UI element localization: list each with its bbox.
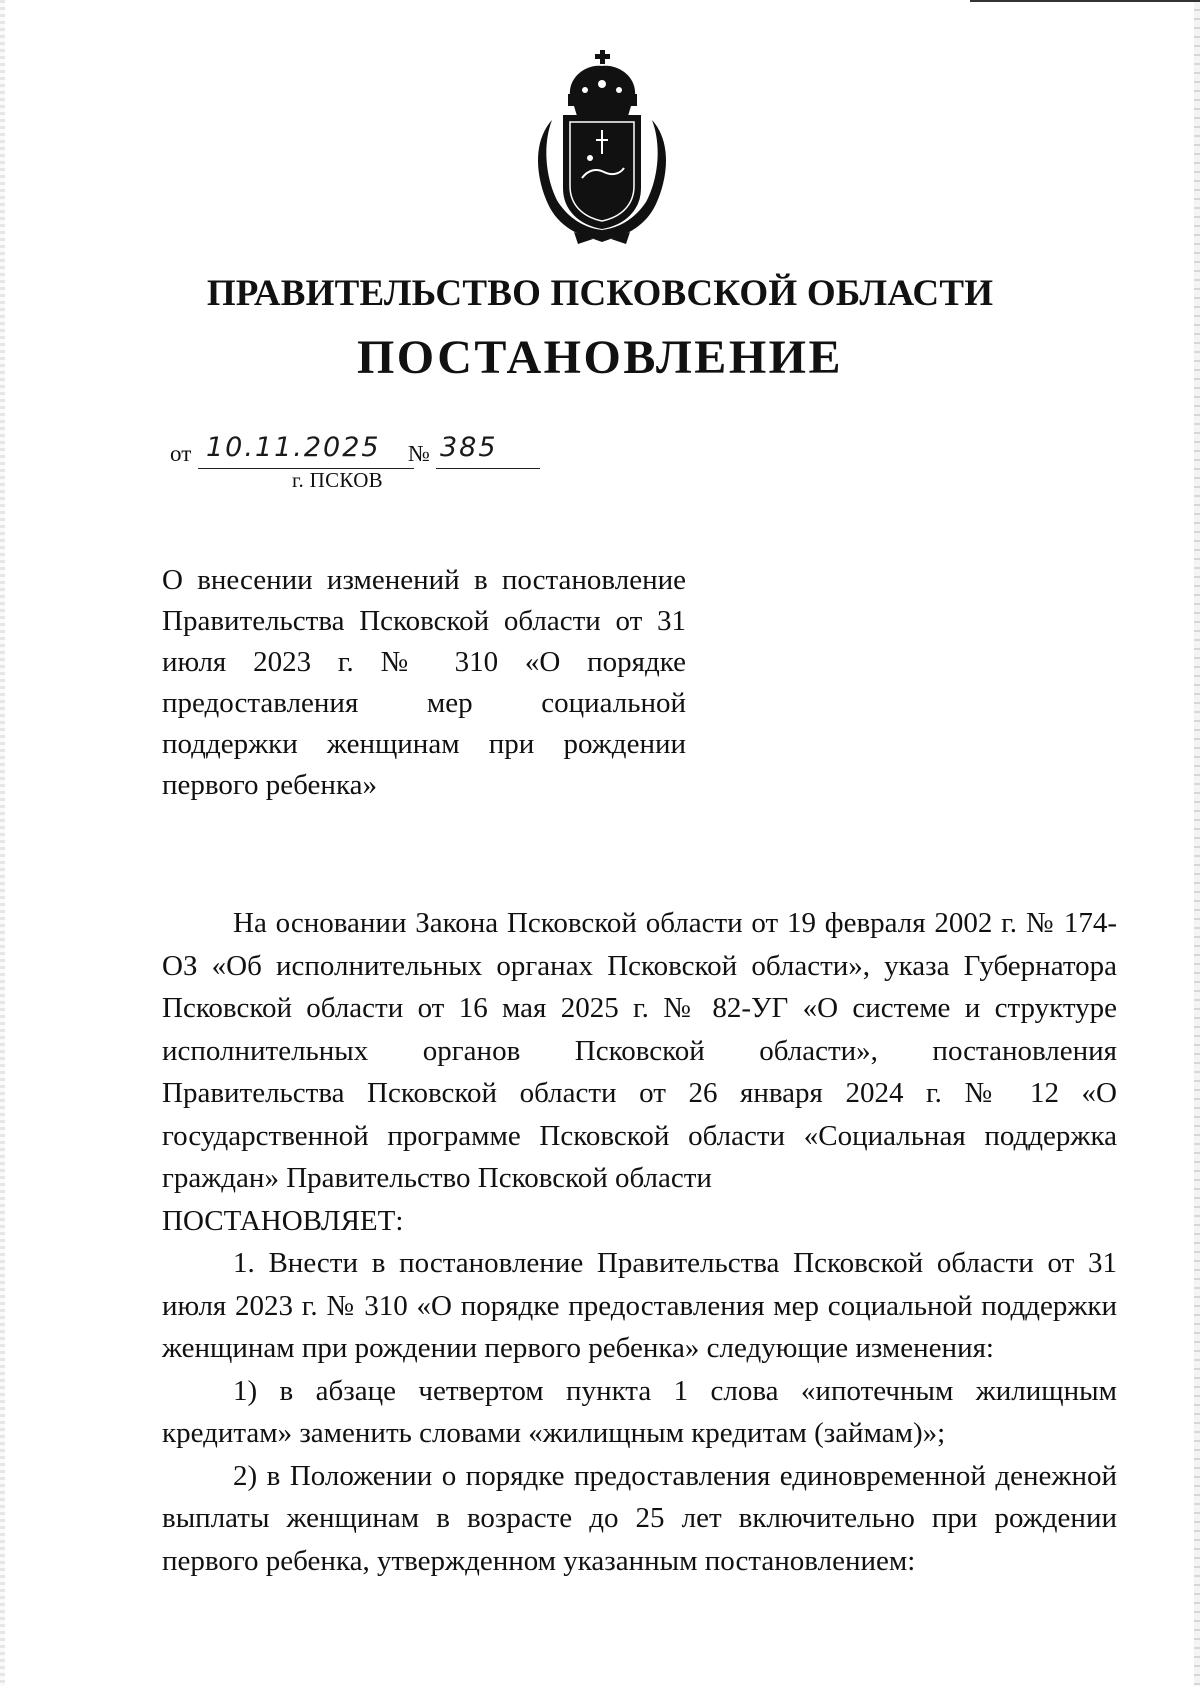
- decree-word: ПОСТАНОВЛЯЕТ:: [162, 1204, 404, 1237]
- subitem-1-paragraph: 1) в абзаце четвертом пункта 1 слова «ипотечным жилищным кредитам» заменить словами «жилищным кредитам (займам)»;: [162, 1374, 1117, 1449]
- date-prefix: от: [170, 441, 192, 466]
- org-title: ПРАВИТЕЛЬСТВО ПСКОВСКОЙ ОБЛАСТИ: [206, 273, 994, 314]
- document-type: ПОСТАНОВЛЕНИЕ: [356, 331, 844, 384]
- item-1-paragraph: 1. Внести в постановление Правительства Псковской области от 31 июля 2023 г. № 310 «О порядке предоставления мер социальной поддержки женщинам при рождении первого ребенка» следующие изменения:: [162, 1247, 1117, 1364]
- document-body: [162, 902, 1117, 1582]
- scan-edge-left: [0, 0, 5, 1686]
- number-underline: [436, 468, 540, 469]
- handwritten-date: 10.11.2025: [206, 432, 381, 463]
- document-subject: О внесении изменений в постановление Правительства Псковской области от 31 июля 2023 г. № 310 «О порядке предоставления мер социальной поддержки женщинам при рождении первого ребенка»: [162, 564, 686, 801]
- number-prefix: №: [408, 441, 430, 466]
- scan-edge-right: [1194, 0, 1200, 1686]
- handwritten-number: 385: [440, 432, 498, 463]
- city-label: г. ПСКОВ: [292, 468, 383, 492]
- scan-top-line: [970, 0, 1200, 2]
- subitem-2-paragraph: 2) в Положении о порядке предоставления единовременной денежной выплаты женщинам в возрасте до 25 лет включительно при рождении первого ребенка, утвержденном указанным постановлением:: [162, 1459, 1117, 1577]
- coat-of-arms-icon: [530, 50, 675, 245]
- preamble-paragraph: На основании Закона Псковской области от 19 февраля 2002 г. № 174-ОЗ «Об исполнительных органах Псковской области», указа Губернатора Псковской области от 16 мая 2025 г. № 82-УГ «О системе и структуре исполнительных органов Псковской области», постановления Правительства Псковской области от 26 января 2024 г. № 12 «О государственной программе Псковской области «Социальная поддержка граждан» Правительство Псковской области: [162, 907, 1117, 1194]
